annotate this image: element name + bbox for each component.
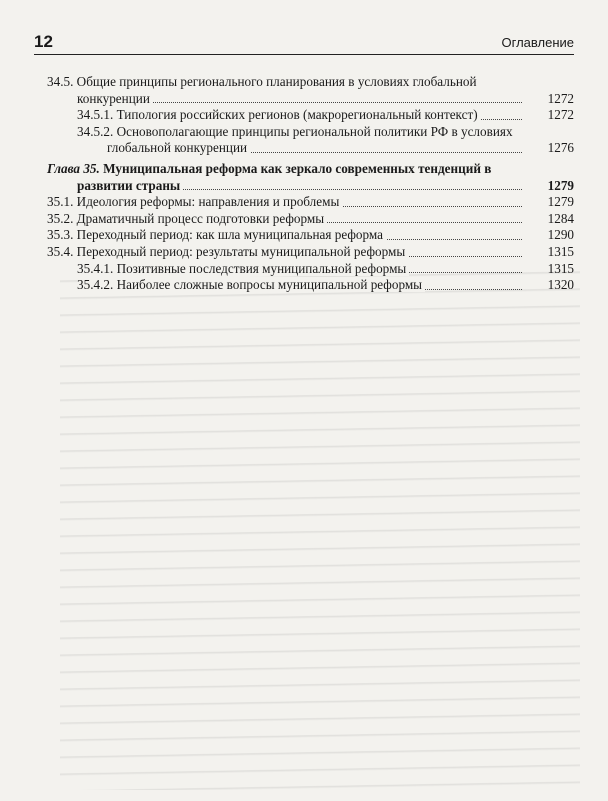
toc-entry-text: 34.5. Общие принципы регионального планирования в условиях глобальной конкуренции <box>47 74 477 106</box>
toc-entry-text: 35.3. Переходный период: как шла муниципальная реформа <box>47 227 386 242</box>
toc-entry-page: 1279 <box>547 177 574 193</box>
toc-entry[interactable] <box>47 244 574 261</box>
toc-entry-page: 1276 <box>547 140 574 156</box>
toc-entry-text: 35.2. Драматичный процесс подготовки реформы <box>47 211 327 226</box>
toc-entry[interactable] <box>47 124 574 157</box>
page-header <box>34 30 574 55</box>
toc-entry-page: 1320 <box>547 277 574 293</box>
toc-entry-text: 35.4.2. Наиболее сложные вопросы муниципальной реформы <box>77 277 425 292</box>
toc-entry-text: 35.1. Идеология реформы: направления и проблемы <box>47 194 342 209</box>
toc-entry-page: 1272 <box>547 90 574 106</box>
page-number: 12 <box>34 32 53 51</box>
toc-entry[interactable] <box>47 277 574 294</box>
toc-entry-text: 34.5.2. Основополагающие принципы региональной политики РФ в условиях глобальной конкуренции <box>77 123 513 156</box>
table-of-contents <box>47 74 574 294</box>
toc-entry-text: 35.4. Переходный период: результаты муниципальной реформы <box>47 244 408 259</box>
toc-entry[interactable] <box>47 261 574 278</box>
toc-entry-page: 1315 <box>547 260 574 276</box>
toc-entry[interactable] <box>47 211 574 228</box>
toc-entry[interactable] <box>47 74 574 107</box>
toc-entry[interactable] <box>47 227 574 244</box>
running-title: Оглавление <box>501 35 574 50</box>
toc-entry[interactable] <box>47 107 574 124</box>
toc-entry-page: 1290 <box>547 227 574 243</box>
toc-entry[interactable] <box>47 194 574 211</box>
toc-entry-page: 1284 <box>547 210 574 226</box>
toc-entry-page: 1279 <box>547 194 574 210</box>
toc-entry-text: Муниципальная реформа как зеркало современных тенденций в развитии страны <box>77 160 492 193</box>
chapter-label: Глава 35. <box>47 160 100 176</box>
toc-entry-page: 1272 <box>547 107 574 123</box>
toc-entry-page: 1315 <box>547 243 574 259</box>
toc-entry-text: 35.4.1. Позитивные последствия муниципальной реформы <box>77 261 409 276</box>
toc-entry-text: 34.5.1. Типология российских регионов (макрорегиональный контекст) <box>77 107 481 122</box>
bleed-through-texture <box>60 270 580 790</box>
toc-chapter-entry[interactable] <box>47 161 574 194</box>
